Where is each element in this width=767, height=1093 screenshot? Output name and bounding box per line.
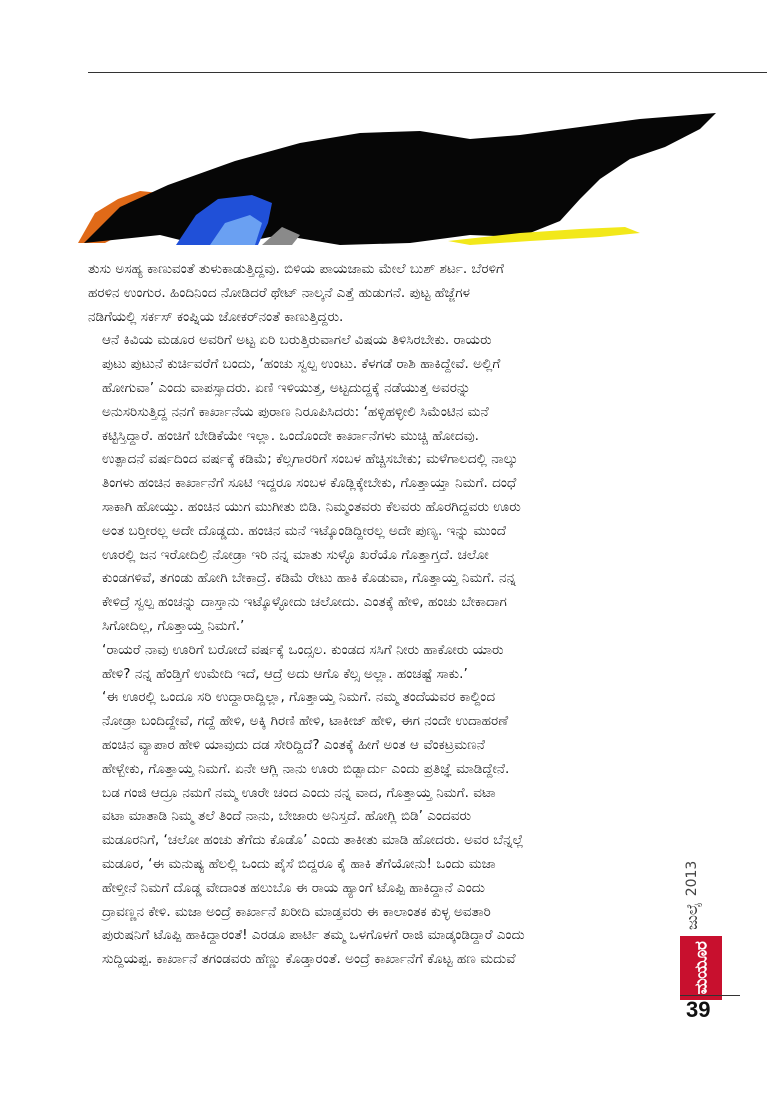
text-line: ನೋಡ್ರಾ ಬಂದಿದ್ದೇವೆ, ಗದ್ದೆ ಹೇಳಿ, ಅಕ್ಕಿ ಗಿರಣಿ ಹೇಳಿ, ಟಾಕೀಜ್ ಹೇಳಿ, ಈಗ ನಂದೇ ಉದಾಹರಣೆ bbox=[102, 713, 509, 730]
page-number: 39 bbox=[686, 997, 711, 1022]
ink-wing bbox=[84, 113, 716, 245]
text-line: ಆನೆ ಕಿವಿಯ ಮಡೂರ ಅವರಿಗೆ ಅಟ್ಟ ಏರಿ ಬರುತ್ತಿರುವಾಗಲೆ ವಿಷಯ ತಿಳಿಸಿರಬೇಕು. ರಾಯರು bbox=[102, 332, 492, 349]
paragraph-2 bbox=[88, 329, 674, 638]
header-illustration bbox=[0, 95, 767, 245]
text-line: ಹಂಚಿನ ವ್ಯಾಪಾರ ಹೇಳಿ ಯಾವುದು ದಡ ಸೇರಿದ್ದಿದೆ? ಎಂತಕ್ಕೆ ಹೀಗೆ ಅಂತ ಆ ವೆಂಕಟ್ರಮಣನೆ bbox=[102, 736, 485, 753]
text-line: ಹೇಳ್ತೀನೆ ನಿಮಗೆ ದೊಡ್ಡ ವೇದಾಂತ ಹಲುಬೊ ಈ ರಾಯ ಹ್ಯಾಂಗೆ ಟೊಪ್ಪಿ ಹಾಕಿದ್ದಾನೆ ಎಂದು bbox=[102, 879, 485, 896]
text-line: ಹೋಗುವಾ’ ಎಂದು ವಾಪಸ್ಸಾದರು. ಏಣಿ ಇಳಿಯುತ್ತ, ಅಟ್ಟದುದ್ದಕ್ಕೆ ನಡೆಯುತ್ತ ಅವರನ್ನು bbox=[102, 379, 471, 396]
text-line: ಅಂತ ಬರ್‍ತೀರಲ್ಲ ಅದೇ ದೊಡ್ಡದು. ಹಂಚಿನ ಮನೆ ಇಟ್ಕೊಂಡಿದ್ದೀರಲ್ಲ ಅದೇ ಪುಣ್ಯ. ಇನ್ನು ಮುಂದೆ bbox=[102, 522, 507, 539]
text-line: ಬಡ ಗಂಜಿ ಆದ್ರೂ ನಮಗೆ ನಮ್ಮ ಊರೇ ಚಂದ ಎಂದು ನನ್ನ ವಾದ, ಗೊತ್ತಾಯ್ತ ನಿಮಗೆ. ವಟಾ bbox=[102, 784, 496, 801]
text-line: ಕಟ್ಟಿಸ್ತಿದ್ದಾರೆ. ಹಂಚಿಗೆ ಬೇಡಿಕೆಯೇ ಇಲ್ಲಾ. ಒಂದೊಂದೇ ಕಾರ್ಖಾನೆಗಳು ಮುಚ್ಚಿ ಹೋದವು. bbox=[102, 427, 480, 444]
text-line: ನಡಿಗೆಯಲ್ಲಿ ಸರ್ಕಸ್ ಕಂಪ್ನಿಯ ಜೋಕರ್‌ನಂತೆ ಕಾಣುತ್ತಿದ್ದರು. bbox=[88, 308, 344, 325]
text-line: ಸಾಕಾಗಿ ಹೋಯ್ತು. ಹಂಚಿನ ಯುಗ ಮುಗೀತು ಬಿಡಿ. ನಿಮ್ಮಂತವರು ಕೆಲವರು ಹೊರಗಿದ್ದವರು ಊರು bbox=[102, 498, 521, 515]
text-line: ಸಿಗೋದಿಲ್ಲ, ಗೊತ್ತಾಯ್ತ ನಿಮಗೆ.’ bbox=[102, 617, 245, 634]
text-line: ಪುರುಷನಿಗೆ ಟೊಪ್ಪಿ ಹಾಕಿದ್ದಾರಂತೆ! ಎರಡೂ ಪಾರ್ಟಿ ತಮ್ಮ ಒಳಗೊಳಗೆ ರಾಜಿ ಮಾಡ್ಕಂಡಿದ್ದಾರೆ ಎಂದು bbox=[102, 927, 525, 944]
text-line: ಹೇಳ್ಬೇಕು, ಗೊತ್ತಾಯ್ತ ನಿಮಗೆ. ಏನೇ ಆಗ್ಲಿ ನಾನು ಊರು ಬಿಡ್ಬಾರ್ದು ಎಂದು ಪ್ರತಿಜ್ಞೆ ಮಾಡಿದ್ದೇನೆ. bbox=[102, 760, 510, 777]
article-body bbox=[88, 258, 674, 972]
text-line: ಮಡೂರನಿಗೆ, ‘ಚಲೋ ಹಂಚು ತೆಗೆದು ಕೊಡೊ’ ಎಂದು ತಾಕೀತು ಮಾಡಿ ಹೋದರು. ಅವರ ಬೆನ್ನಲ್ಲೆ bbox=[102, 832, 524, 849]
text-line: ಪುಟು ಪುಟುನೆ ಕುರ್ಚಿವರೆಗೆ ಬಂದು, ‘ಹಂಚು ಸ್ವಲ್ಪ ಉಂಟು. ಕೆಳಗಡೆ ರಾಶಿ ಹಾಕಿದ್ದೇವೆ. ಅಲ್ಲಿಗೆ bbox=[102, 356, 501, 373]
magazine-logo bbox=[680, 936, 722, 1000]
text-line: ಊರಲ್ಲಿ ಜನ ಇರೋದಿಲ್ರಿ ನೋಡ್ರಾ ಇರಿ ನನ್ನ ಮಾತು ಸುಳ್ಳೊ ಖರೆಯೊ ಗೊತ್ತಾಗ್ತದೆ. ಚಲೋ bbox=[102, 546, 489, 563]
issue-year: 2013 bbox=[684, 860, 700, 897]
text-line: ಮಡೂರ, ‘ಈ ಮನುಷ್ಯ ಹೆಲಲ್ಲಿ ಒಂದು ಪೈಸೆ ಬಿದ್ದರೂ ಕೈ ಹಾಕಿ ತೆಗೆಯೋನು! ಒಂದು ಮಜಾ bbox=[102, 855, 496, 872]
issue-date bbox=[683, 800, 723, 930]
text-line: ದ್ರಾವಣ್ಣನ ಕೇಳಿ. ಮಜಾ ಅಂದ್ರೆ ಕಾರ್ಖಾನೆ ಖರೀದಿ ಮಾಡ್ತವರು ಈ ಕಾಲಾಂತಕ ಕುಳ್ಳ ಅವತಾರಿ bbox=[102, 903, 491, 920]
text-line: ಅನುಸರಿಸುತ್ತಿದ್ದ ನನಗೆ ಕಾರ್ಖಾನೆಯ ಪುರಾಣ ನಿರೂಪಿಸಿದರು: ‘ಹಳ್ಳಿಹಳ್ಳೀಲಿ ಸಿಮೆಂಟಿನ ಮನೆ bbox=[102, 403, 489, 420]
text-line: ‘ರಾಯರೆ ನಾವು ಊರಿಗೆ ಬರೋದೆ ವರ್ಷಕ್ಕೆ ಒಂದ್ಸಲ. ಕುಂಡದ ಸಸಿಗೆ ನೀರು ಹಾಕೋರು ಯಾರು bbox=[102, 641, 504, 658]
paragraph-3 bbox=[88, 639, 674, 687]
text-line: ಹೇಳಿ? ನನ್ನ ಹೆಂಡ್ತಿಗೆ ಉಮೇದಿ ಇದೆ, ಆದ್ರೆ ಅದು ಆಗೊ ಕೆಲ್ಸ ಅಲ್ಲಾ. ಹಂಚಷ್ಟೆ ಸಾಕು.’ bbox=[102, 665, 468, 682]
magazine-logo-text: ಮಯೂರ bbox=[691, 941, 711, 995]
text-line: ಕೇಳಿದ್ರೆ ಸ್ವಲ್ಪ ಹಂಚನ್ನು ದಾಸ್ತಾನು ಇಟ್ಕೊಳ್ಳೋದು ಚಲೋದು. ಎಂತಕ್ಕೆ ಹೇಳಿ, ಹಂಚು ಬೇಕಾದಾಗ bbox=[102, 594, 507, 611]
paragraph-1 bbox=[88, 258, 674, 329]
issue-month: ಜುಲೈ bbox=[683, 902, 701, 930]
paragraph-4 bbox=[88, 686, 674, 972]
text-line: ತಿಂಗಳು ಹಂಚಿನ ಕಾರ್ಖಾನೆಗೆ ಸೂಟಿ ಇದ್ದರೂ ಸಂಬಳ ಕೊಡ್ಲಿಕ್ಕೇಬೇಕು, ಗೊತ್ತಾಯ್ತಾ ನಿಮಗೆ. ದಂಧೆ bbox=[102, 475, 517, 492]
page-number-divider bbox=[680, 995, 740, 996]
text-line: ಉತ್ಪಾದನೆ ವರ್ಷದಿಂದ ವರ್ಷಕ್ಕೆ ಕಡಿಮೆ; ಕೆಲ್ಸಗಾರರಿಗೆ ಸಂಬಳ ಹೆಚ್ಚಿಸಬೇಕು; ಮಳೆಗಾಲದಲ್ಲಿ ನಾಲ್ಕು bbox=[102, 451, 519, 468]
text-line: ವಟಾ ಮಾತಾಡಿ ನಿಮ್ಮ ತಲೆ ತಿಂದೆ ನಾನು, ಬೇಜಾರು ಅನಿಸ್ತದೆ. ಹೋಗ್ಲಿ ಬಿಡಿ’ ಎಂದವರು bbox=[102, 808, 472, 825]
text-line: ಸುದ್ದಿಯಪ್ಪ. ಕಾರ್ಖಾನೆ ತಗಂಡವರು ಹೆಣ್ಣು ಕೊಡ್ತಾರಂತೆ. ಅಂದ್ರೆ ಕಾರ್ಖಾನೆಗೆ ಕೊಟ್ಟ ಹಣ ಮದುವೆ bbox=[102, 951, 516, 968]
text-line: ‘ಈ ಊರಲ್ಲಿ ಒಂದೂ ಸರಿ ಉದ್ದಾರಾದ್ದಿಲ್ಲಾ, ಗೊತ್ತಾಯ್ತ ನಿಮಗೆ. ನಮ್ಮ ತಂದೆಯವರ ಕಾಲ್ದಿಂದ bbox=[102, 689, 496, 706]
top-divider bbox=[88, 72, 767, 73]
text-line: ಕುಂಡಗಳಿವೆ, ತಗಂಡು ಹೋಗಿ ಬೇಕಾದ್ರೆ. ಕಡಿಮೆ ರೇಟು ಹಾಕಿ ಕೊಡುವಾ, ಗೊತ್ತಾಯ್ತ ನಿಮಗೆ. ನನ್ನ bbox=[102, 570, 516, 587]
text-line: ಹರಳಿನ ಉಂಗುರ. ಹಿಂದಿನಿಂದ ನೋಡಿದರೆ ಥೇಟ್ ನಾಲ್ಕನೆ ಎತ್ತೆ ಹುಡುಗನೆ. ಪುಟ್ಟ ಹೆಜ್ಜೆಗಳ bbox=[88, 284, 471, 301]
text-line: ತುಸು ಅಸಹ್ಯ ಕಾಣುವಂತೆ ತುಳುಕಾಡುತ್ತಿದ್ದವು. ಬಿಳಿಯ ಪಾಯಜಾಮ ಮೇಲೆ ಬುಶ್ ಶರ್ಟ. ಬೆರಳಿಗೆ bbox=[88, 261, 504, 277]
